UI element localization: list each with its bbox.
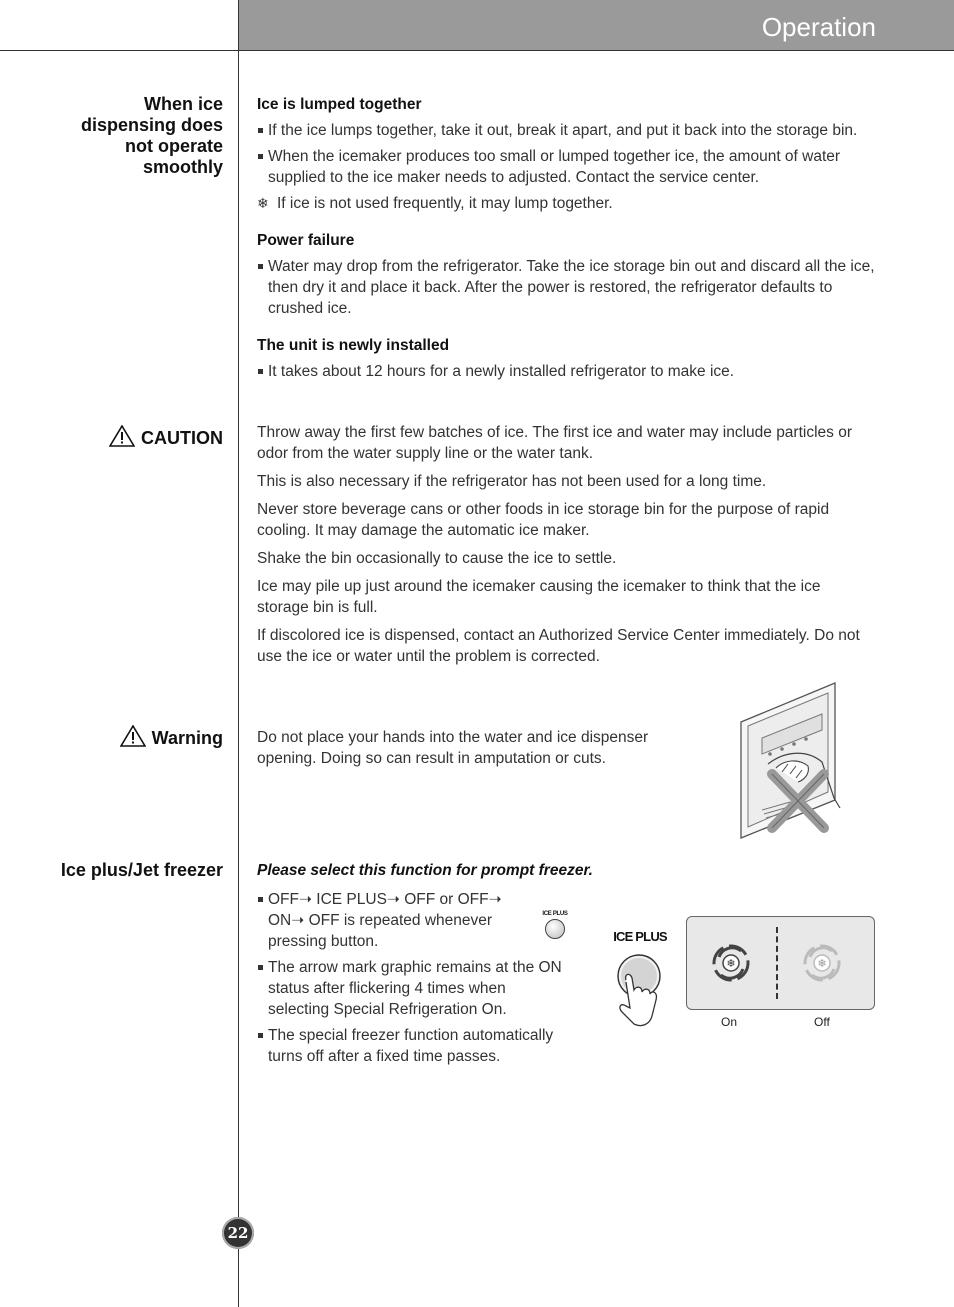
list-item: Water may drop from the refrigerator. Take the ice storage bin out and discard all the ice, then dry it and place it back. After the power is restored, the refrigerator defaults to crushed ice. [257, 256, 877, 319]
subheading-power: Power failure [257, 232, 355, 249]
label-on: On [721, 1015, 738, 1029]
iceplus-subtitle: Please select this function for prompt freezer. [257, 862, 593, 879]
pressing-hand-icon [612, 950, 668, 1032]
caution-paragraph: This is also necessary if the refrigerator has not been used for a long time. [257, 473, 767, 490]
list-item: When the icemaker produces too small or lumped together ice, the amount of water supplied to the ice maker needs to adjusted. Contact the service center. [257, 146, 877, 188]
caution-paragraph: Shake the bin occasionally to cause the ice to settle. [257, 550, 617, 567]
heading-line: dispensing does [80, 115, 223, 135]
page-title: Operation [761, 12, 876, 42]
snowflake-icon: ❄ [257, 195, 269, 211]
subheading-newly: The unit is newly installed [257, 337, 450, 354]
warning-triangle-icon [109, 425, 135, 447]
caution-paragraph: Never store beverage cans or other foods in ice storage bin for the purpose of rapid cooling. It may damage the automatic ice maker. [257, 501, 830, 539]
caution-paragraph: If discolored ice is dispensed, contact an Authorized Service Center immediately. Do not use the ice or water until the problem is corrected. [257, 627, 860, 665]
small-button-circle [545, 919, 565, 939]
section-iceplus [257, 860, 593, 1072]
header-divider [0, 50, 954, 51]
heading-dispensing [81, 94, 223, 178]
svg-text:❄: ❄ [726, 957, 736, 970]
small-button-logo: ICE PLUS [542, 911, 568, 917]
caution-paragraph: Throw away the first few batches of ice. The first ice and water may include particles or odor from the water supply line or the water tank. [257, 424, 852, 462]
list-item: The arrow mark graphic remains at the ON status after flickering 4 times when selecting Special Refrigeration On. [257, 957, 568, 1020]
heading-iceplus [61, 860, 223, 881]
subheading-lumped: Ice is lumped together [257, 96, 422, 113]
warning-text: Do not place your hands into the water and ice dispenser opening. Doing so can result in amputation or cuts. [257, 729, 649, 767]
svg-text:❄: ❄ [817, 957, 827, 970]
section-dispensing [257, 94, 877, 387]
column-divider [238, 0, 239, 1307]
heading-caution [109, 425, 223, 449]
page-number: 22 [222, 1217, 254, 1249]
list-item: If the ice lumps together, take it out, break it apart, and put it back into the storage bin. [257, 120, 877, 141]
iceplus-button-illustration [612, 929, 668, 944]
iceplus-off-icon [802, 943, 842, 983]
heading-line: When ice [143, 94, 223, 114]
dispenser-hand-illustration [738, 680, 848, 842]
list-item: The special freezer function automatically turns off after a fixed time passes. [257, 1025, 578, 1067]
heading-line: not operate [124, 136, 223, 156]
sequence-text: OFF➝ ICE PLUS➝ OFF or OFF➝ ON➝ [268, 891, 502, 929]
small-iceplus-button-illustration [540, 911, 570, 939]
section-caution [257, 422, 867, 674]
caution-paragraph: Ice may pile up just around the icemaker causing the icemaker to think that the ice storage bin is full. [257, 578, 821, 616]
warning-triangle-icon [120, 725, 146, 747]
note [257, 193, 877, 214]
warning-label: Warning [151, 728, 223, 748]
heading-warning [120, 725, 223, 749]
caution-label: CAUTION [141, 428, 223, 448]
iceplus-label: Ice plus/Jet freezer [60, 860, 223, 880]
note-text: If ice is not used frequently, it may lump together. [277, 195, 613, 212]
label-off: Off [814, 1015, 830, 1029]
button-logo: ICE PLUS [613, 929, 667, 944]
panel-divider [776, 927, 778, 999]
display-panel [686, 916, 875, 1010]
heading-line: smoothly [142, 157, 223, 177]
list-item [257, 889, 528, 952]
sequence-rest: OFF is repeated whenever pressing button. [268, 912, 493, 950]
iceplus-on-icon [711, 943, 751, 983]
section-warning [257, 727, 677, 776]
list-item: It takes about 12 hours for a newly installed refrigerator to make ice. [257, 361, 877, 382]
header-bar [238, 0, 954, 50]
